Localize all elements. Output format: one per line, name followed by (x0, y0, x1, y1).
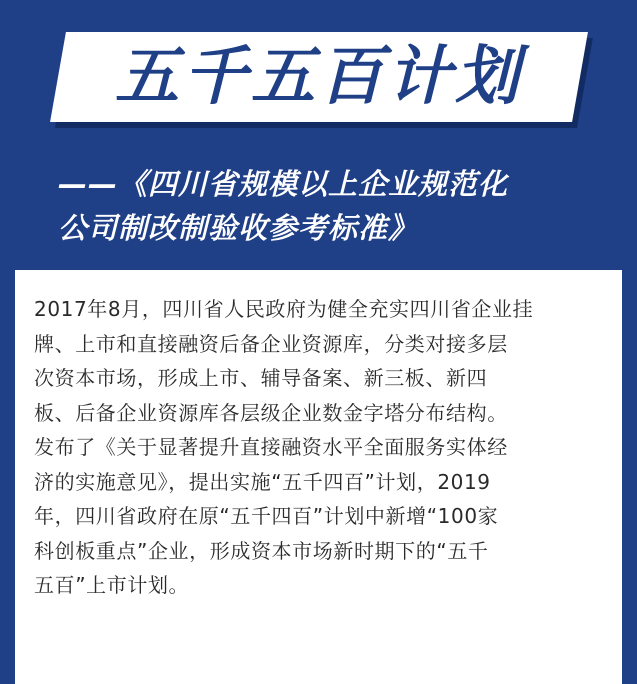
subtitle-line: ——《四川省规模以上企业规范化 (58, 167, 509, 201)
paragraph-line: 发布了《关于显著提升直接融资水平全面服务实体经 (34, 435, 508, 459)
content-card (15, 270, 622, 684)
paragraph-line: 次资本市场，形成上市、辅导备案、新三板、新四 (34, 366, 488, 390)
subtitle (58, 162, 618, 250)
paragraph-line: 科创板重点”企业，形成资本市场新时期下的“五千 (34, 538, 489, 563)
page-title: 五千五百计划 (115, 40, 523, 114)
paragraph-line: 五百”上市计划。 (34, 573, 190, 597)
paragraph-line: 板、后备企业资源库各层级企业数金字塔分布结构。 (34, 400, 508, 425)
subtitle-line: 公司制改制验收参考标准》 (58, 211, 419, 245)
paragraph-line: 牌、上市和直接融资后备企业资源库，分类对接多层 (34, 331, 508, 356)
body-paragraph (34, 292, 606, 603)
paragraph-line: 年，四川省政府在原“五千四百”计划中新增“100家 (34, 504, 499, 528)
paragraph-line: 2017年8月，四川省人民政府为健全充实四川省企业挂 (34, 297, 534, 321)
paragraph-line: 济的实施意见》，提出实施“五千四百”计划，2019 (34, 469, 491, 494)
